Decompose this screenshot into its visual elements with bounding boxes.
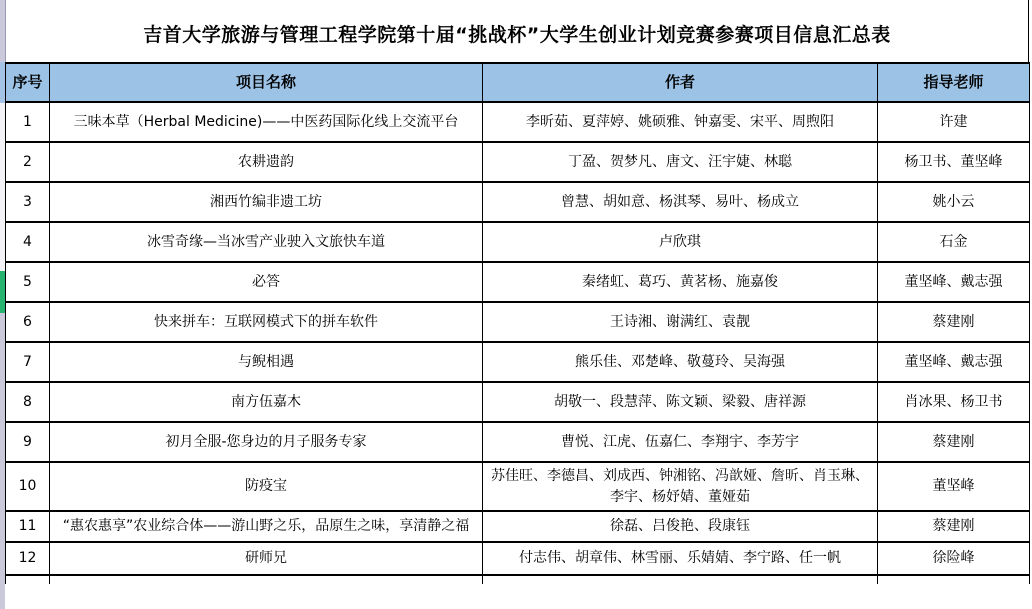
sheet-content (5, 0, 1029, 584)
header-no: 序号 (6, 63, 50, 102)
cell-authors: 苏佳旺、李德昌、刘成西、钟湘铭、冯歆娅、詹昕、肖玉琳、李宇、杨妤婧、董娅茹 (483, 462, 878, 511)
header-row (6, 63, 1030, 102)
cell-advisor: 董坚峰 (878, 462, 1030, 511)
cell-project: “惠农惠享”农业综合体——游山野之乐，品原生之味，享清静之福 (50, 511, 483, 542)
cell-authors: 王诗湘、谢满红、袁靓 (483, 302, 878, 342)
table-row (6, 462, 1030, 511)
cell-authors: 胡敬一、段慧萍、陈文颖、梁毅、唐祥源 (483, 382, 878, 422)
cell-project: 初月全服-您身边的月子服务专家 (50, 422, 483, 462)
header-project: 项目名称 (50, 63, 483, 102)
cell-project: 与鲵相遇 (50, 342, 483, 382)
cell-authors: 徐磊、吕俊艳、段康钰 (483, 511, 878, 542)
cell-authors: 卢欣琪 (483, 222, 878, 262)
header-authors: 作者 (483, 63, 878, 102)
cell-advisor: 徐险峰 (878, 542, 1030, 575)
cell-authors: 秦绪虹、葛巧、黄茗杨、施嘉俊 (483, 262, 878, 302)
table-row (6, 342, 1030, 382)
cell-advisor: 蔡建刚 (878, 422, 1030, 462)
table-row (6, 142, 1030, 182)
cell-no: 5 (6, 262, 50, 302)
cell-authors: 李昕茹、夏萍婷、姚硕雅、钟嘉雯、宋平、周煦阳 (483, 102, 878, 142)
table-row (6, 262, 1030, 302)
cell-advisor: 石金 (878, 222, 1030, 262)
page-title: 吉首大学旅游与管理工程学院第十届“挑战杯”大学生创业计划竞赛参赛项目信息汇总表 (143, 23, 891, 46)
cell-advisor: 姚小云 (878, 182, 1030, 222)
cell-project: 研师兄 (50, 542, 483, 575)
cell-advisor: 肖冰果、杨卫书 (878, 382, 1030, 422)
cell-no: 10 (6, 462, 50, 511)
table-row (6, 302, 1030, 342)
cell-no: 11 (6, 511, 50, 542)
cell-no: 12 (6, 542, 50, 575)
header-advisor: 指导老师 (878, 63, 1030, 102)
cell-no: 1 (6, 102, 50, 142)
cell-advisor: 蔡建刚 (878, 511, 1030, 542)
cell-project: 必答 (50, 262, 483, 302)
cell-advisor: 董坚峰、戴志强 (878, 342, 1030, 382)
cell-no: 7 (6, 342, 50, 382)
cell-no: 9 (6, 422, 50, 462)
cell-authors: 熊乐佳、邓楚峰、敬蔓玲、吴海强 (483, 342, 878, 382)
cell-project: 快来拼车：互联网模式下的拼车软件 (50, 302, 483, 342)
cell-project: 湘西竹编非遗工坊 (50, 182, 483, 222)
table-row (6, 182, 1030, 222)
cell-authors: 曹悦、江虎、伍嘉仁、李翔宇、李芳宇 (483, 422, 878, 462)
cell-no: 4 (6, 222, 50, 262)
cell-authors: 丁盈、贺梦凡、唐文、汪宇婕、林聪 (483, 142, 878, 182)
cell-authors: 付志伟、胡章伟、林雪丽、乐婧婧、李宁路、任一帆 (483, 542, 878, 575)
table-row (6, 542, 1030, 575)
cell-project: 冰雪奇缘—当冰雪产业驶入文旅快车道 (50, 222, 483, 262)
cell-no: 6 (6, 302, 50, 342)
cell-advisor: 董坚峰、戴志强 (878, 262, 1030, 302)
next-row-partial (6, 575, 1030, 584)
cell-advisor: 杨卫书、董坚峰 (878, 142, 1030, 182)
cell-project: 防疫宝 (50, 462, 483, 511)
cell-project: 农耕遗韵 (50, 142, 483, 182)
table-row (6, 511, 1030, 542)
cell-project: 南方伍嘉木 (50, 382, 483, 422)
cell-no: 3 (6, 182, 50, 222)
table-row (6, 382, 1030, 422)
table-row (6, 102, 1030, 142)
cell-advisor: 蔡建刚 (878, 302, 1030, 342)
title-block (5, 0, 1029, 62)
cell-project: 三味本草（Herbal Medicine)——中医药国际化线上交流平台 (50, 102, 483, 142)
projects-table (5, 62, 1030, 584)
cell-no: 8 (6, 382, 50, 422)
table-row (6, 222, 1030, 262)
table-row (6, 422, 1030, 462)
cell-advisor: 许建 (878, 102, 1030, 142)
cell-no: 2 (6, 142, 50, 182)
cell-authors: 曾慧、胡如意、杨淇琴、易叶、杨成立 (483, 182, 878, 222)
